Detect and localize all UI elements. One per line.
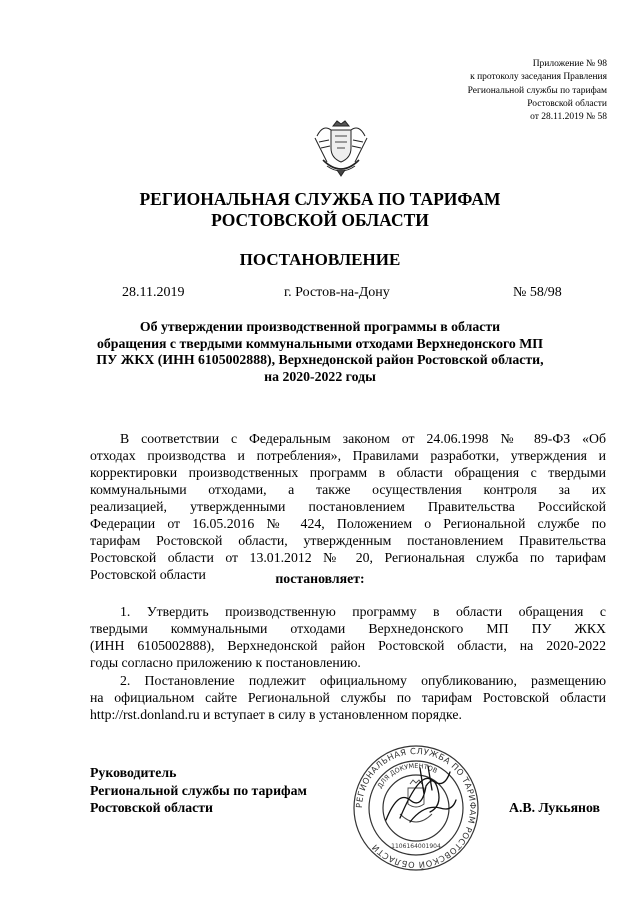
- paragraph-line: корректировки производственных программ в области обращения с твердыми: [90, 465, 606, 480]
- preamble-paragraph: [90, 430, 606, 583]
- seal-outer-text: РЕГИОНАЛЬНАЯ СЛУЖБА ПО ТАРИФАМ РОСТОВСКОЙ ОБЛАСТИ: [353, 745, 479, 871]
- paragraph-line: на официальном сайте Региональной службы по тарифам Ростовской области: [90, 690, 606, 705]
- subject-line: Об утверждении производственной программы в области: [139, 319, 501, 334]
- paragraph-line: Ростовской области: [90, 567, 206, 582]
- paragraph-line: Федерации от 16.05.2016 № 424, Положением о Региональной службе по: [90, 516, 606, 531]
- seal-inner-text: ДЛЯ ДОКУМЕНТОВ: [375, 761, 439, 790]
- signer-name: А.В. Лукьянов: [508, 800, 600, 815]
- signer-line: Ростовской области: [90, 800, 214, 815]
- document-number: № 58/98: [513, 285, 562, 300]
- signer-line: Руководитель: [90, 765, 177, 780]
- signer-line: Региональной службы по тарифам: [90, 782, 307, 798]
- attachment-note: [367, 58, 607, 124]
- paragraph-line: реализацией, утвержденными постановлением Правительства Российской: [90, 499, 606, 514]
- subject-line: на 2020-2022 годы: [264, 368, 376, 384]
- seal-ogrn: 1106164001904: [391, 843, 441, 850]
- handwritten-signature-icon: [380, 760, 460, 830]
- document-date: 28.11.2019: [122, 285, 185, 300]
- attachment-line: Региональной службы по тарифам: [467, 85, 607, 96]
- resolution-item-2: [90, 672, 606, 723]
- paragraph-line: 1. Утвердить производственную программу в области обращения с: [120, 604, 606, 619]
- attachment-line: от 28.11.2019 № 58: [530, 112, 607, 123]
- attachment-line: Ростовской области: [527, 98, 607, 109]
- attachment-line: Приложение № 98: [532, 59, 607, 69]
- document-type: ПОСТАНОВЛЕНИЕ: [239, 250, 401, 269]
- attachment-line: к протоколу заседания Правления: [470, 72, 607, 83]
- organization-line: РЕГИОНАЛЬНАЯ СЛУЖБА ПО ТАРИФАМ: [139, 189, 501, 209]
- organization-line: РОСТОВСКОЙ ОБЛАСТИ: [211, 210, 429, 230]
- resolves-heading: постановляет:: [275, 571, 365, 586]
- subject-line: обращения с твердыми коммунальными отходами Верхнедонского МП: [96, 335, 543, 351]
- signer-position: [90, 764, 307, 817]
- paragraph-line: коммунальными отходами, а также осуществления контроля за их: [90, 482, 606, 497]
- paragraph-line: В соответствии с Федеральным законом от 24.06.1998 № 89-ФЗ «Об: [120, 431, 606, 446]
- paragraph-line: (ИНН 6105002888), Верхнедонской район Ростовской области, на 2020-2022: [90, 638, 606, 653]
- paragraph-line: тарифам Ростовской области, утвержденным постановлением Правительства: [90, 533, 606, 548]
- paragraph-line: Ростовской области от 13.01.2012 № 20, Региональная служба по тарифам: [90, 550, 606, 565]
- subject-line: ПУ ЖКХ (ИНН 6105002888), Верхнедонской район Ростовской области,: [96, 352, 544, 367]
- paragraph-line: отходах производства и потребления», Правилами разработки, утверждения и: [90, 448, 606, 463]
- paragraph-line: годы согласно приложению к постановлению.: [90, 655, 361, 670]
- resolution-item-1: [90, 603, 606, 671]
- document-city: г. Ростов-на-Дону: [284, 285, 390, 300]
- rostov-coat-of-arms-icon: [309, 118, 373, 180]
- paragraph-line: 2. Постановление подлежит официальному опубликованию, размещению: [120, 673, 606, 688]
- paragraph-line: твердыми коммунальными отходами Верхнедонского МП ПУ ЖКХ: [90, 621, 606, 636]
- organization-title: [60, 189, 580, 231]
- document-subject: [70, 319, 570, 385]
- paragraph-line: http://rst.donland.ru и вступает в силу в установленном порядке.: [90, 707, 462, 722]
